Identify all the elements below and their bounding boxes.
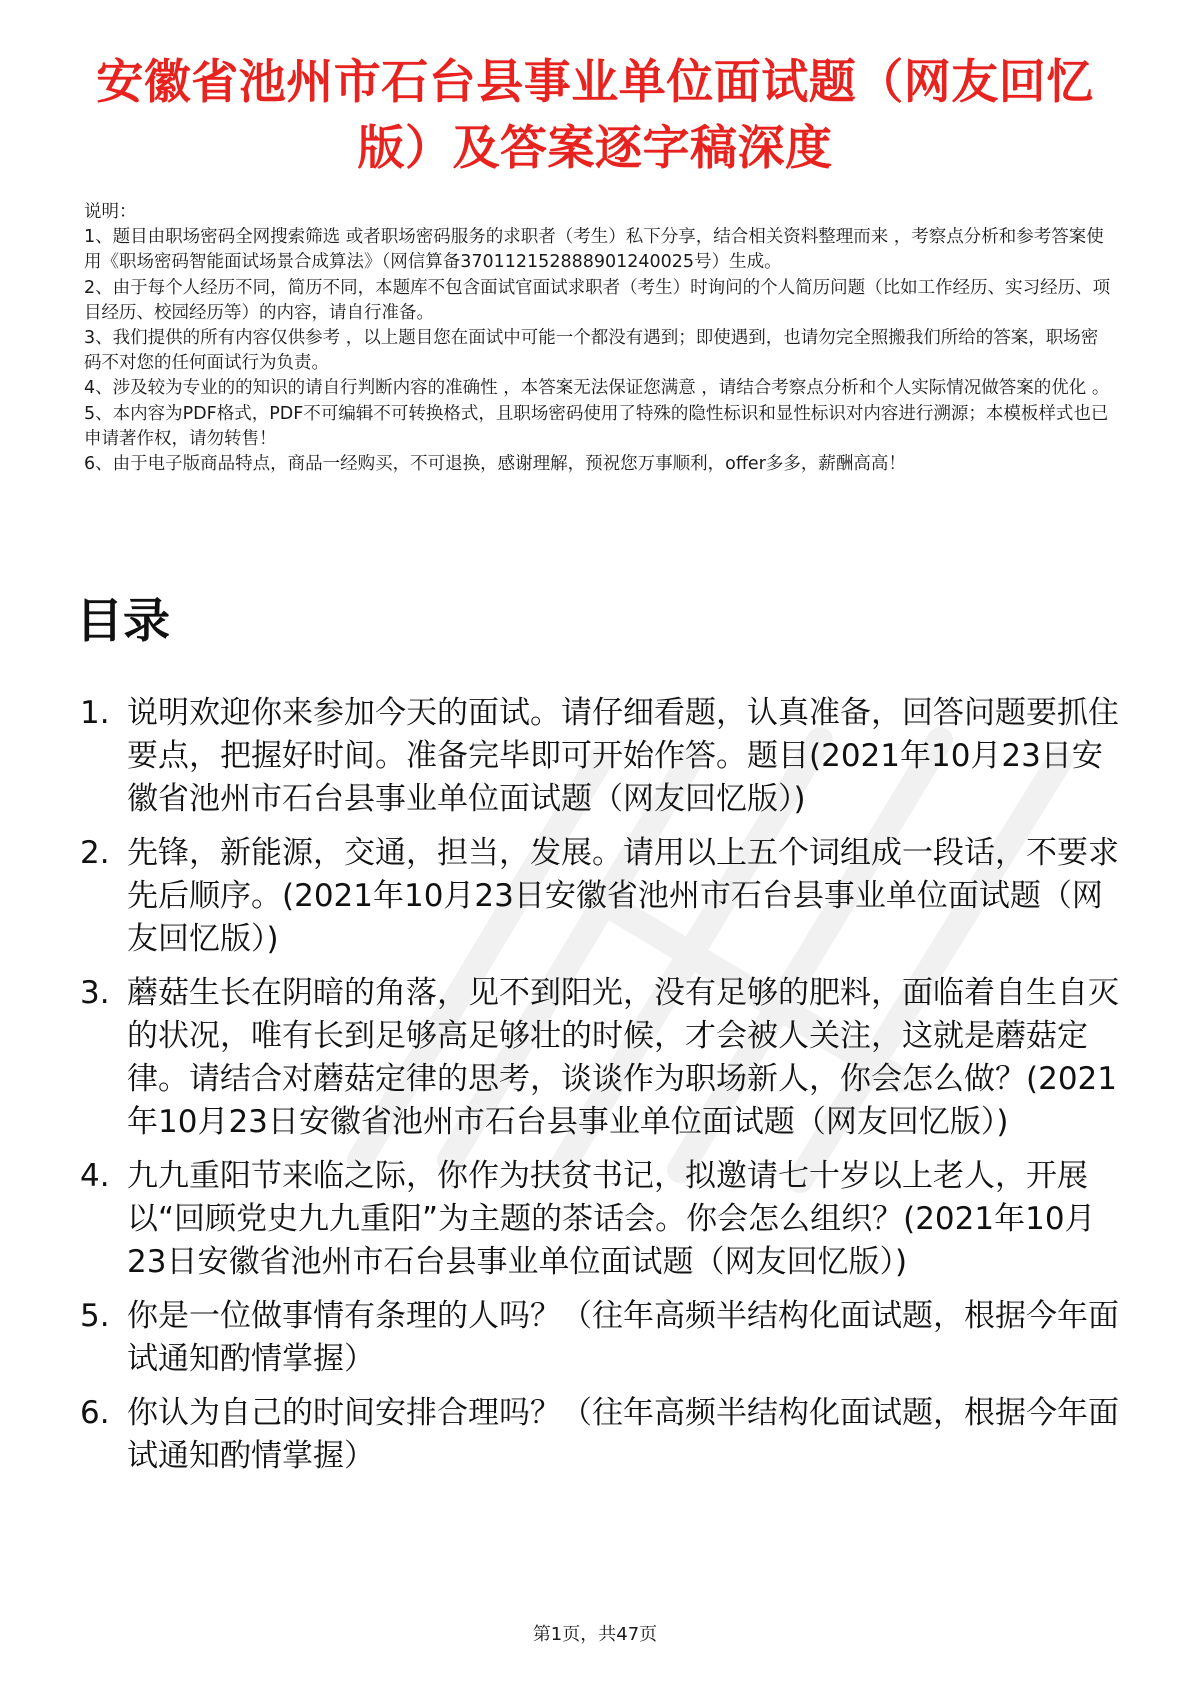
toc-item-number: 5.	[80, 1298, 110, 1334]
toc-item-number: 3.	[80, 975, 110, 1011]
toc-item-text[interactable]: 先锋，新能源，交通，担当，发展。请用以上五个词组成一段话，不要求先后顺序。(2021年10月23日安徽省池州市石台县事业单位面试题（网友回忆版）)	[127, 835, 1119, 957]
toc-item[interactable]	[80, 1155, 1120, 1284]
toc-item-text[interactable]: 你认为自己的时间安排合理吗？（往年高频半结构化面试题，根据今年面试通知酌情掌握）	[127, 1395, 1119, 1474]
toc-item[interactable]	[80, 692, 1120, 821]
toc-item-number: 2.	[80, 835, 110, 871]
note-item: 5、本内容为PDF格式，PDF不可编辑不可转换格式，且职场密码使用了特殊的隐性标识和显性标识对内容进行溯源；本模板样式也已申请著作权，请勿转售！	[84, 403, 1109, 449]
note-item: 4、涉及较为专业的的知识的请自行判断内容的准确性 ，本答案无法保证您满意 ，请结合考察点分析和个人实际情况做答案的优化 。	[84, 378, 1110, 399]
toc-item[interactable]	[80, 1295, 1120, 1381]
note-item: 1、题目由职场密码全网搜索筛选 或者职场密码服务的求职者（考生）私下分享，结合相关资料整理而来 ，考察点分析和参考答案使用《职场密码智能面试场景合成算法》（网信算备370112152888901240025号）生成。	[84, 227, 1104, 273]
document-title: 安徽省池州市石台县事业单位面试题（网友回忆版）及答案逐字稿深度	[96, 55, 1094, 176]
toc-item-number: 4.	[80, 1158, 110, 1194]
toc-heading: 目录	[76, 594, 170, 649]
notes-heading: 说明：	[84, 202, 137, 222]
toc-item-text[interactable]: 你是一位做事情有条理的人吗？（往年高频半结构化面试题，根据今年面试通知酌情掌握）	[127, 1298, 1119, 1377]
note-item: 3、我们提供的所有内容仅供参考 ，以上题目您在面试中可能一个都没有遇到；即使遇到，也请勿完全照搬我们所给的答案，职场密码不对您的任何面试行为负责。	[84, 328, 1099, 374]
toc-item-text[interactable]: 说明欢迎你来参加今天的面试。请仔细看题，认真准备，回答问题要抓住要点，把握好时间。准备完毕即可开始作答。题目(2021年10月23日安徽省池州市石台县事业单位面试题（网友回忆版）)	[127, 695, 1119, 817]
toc-item[interactable]	[80, 832, 1120, 961]
toc-list	[80, 692, 1120, 1489]
toc-item-number: 1.	[80, 695, 110, 731]
toc-item-number: 6.	[80, 1395, 110, 1431]
toc-item-text[interactable]: 九九重阳节来临之际，你作为扶贫书记，拟邀请七十岁以上老人，开展以“回顾党史九九重阳”为主题的茶话会。你会怎么组织？(2021年10月23日安徽省池州市石台县事业单位面试题（网友回忆版）)	[127, 1158, 1096, 1280]
toc-item[interactable]	[80, 972, 1120, 1144]
note-item: 2、由于每个人经历不同，简历不同，本题库不包含面试官面试求职者（考生）时询问的个人简历问题（比如工作经历、实习经历、项目经历、校园经历等）的内容，请自行准备。	[84, 277, 1111, 323]
page-footer: 第1页，共47页	[532, 1624, 658, 1645]
disclaimer-notes	[84, 200, 1114, 477]
toc-item-text[interactable]: 蘑菇生长在阴暗的角落，见不到阳光，没有足够的肥料，面临着自生自灭的状况，唯有长到足够高足够壮的时候，才会被人关注，这就是蘑菇定律。请结合对蘑菇定律的思考，谈谈作为职场新人，你会怎么做？(2021年10月23日安徽省池州市石台县事业单位面试题（网友回忆版）)	[127, 975, 1119, 1140]
toc-item[interactable]	[80, 1392, 1120, 1478]
note-item: 6、由于电子版商品特点，商品一经购买，不可退换，感谢理解，预祝您万事顺利，offer多多，薪酬高高！	[84, 454, 906, 475]
